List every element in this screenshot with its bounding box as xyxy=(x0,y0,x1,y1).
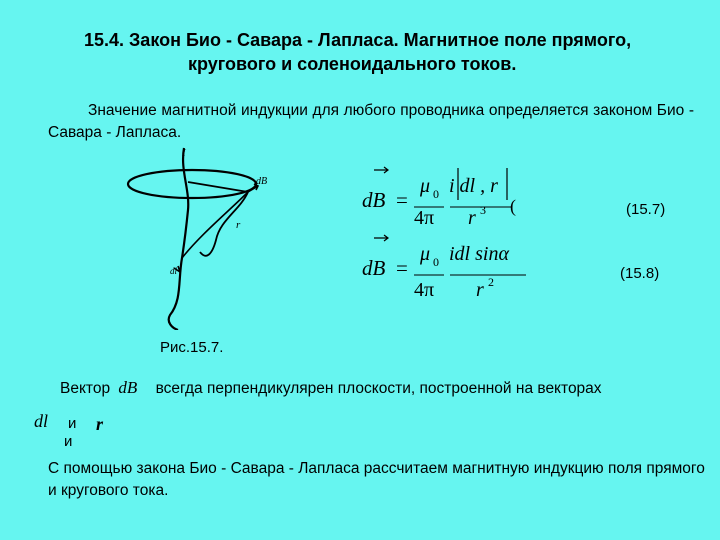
equation-number-15-8: (15.8) xyxy=(620,265,660,282)
equation-15-8 xyxy=(350,228,550,304)
equation-15-7 xyxy=(350,160,550,224)
eq1-mu: μ xyxy=(420,175,431,197)
equation-number-15-7: (15.7) xyxy=(626,201,666,218)
figure-caption: Рис.15.7. xyxy=(160,339,224,356)
eq1-r: r xyxy=(468,207,476,224)
label-current: I xyxy=(182,147,186,159)
vector-prefix: Вектор xyxy=(60,380,111,397)
conductor-wire xyxy=(169,148,189,330)
eq2-eq: = xyxy=(396,256,408,280)
vector-symbol-dB: dB xyxy=(118,378,138,397)
eq1-lhs: dB xyxy=(362,188,386,212)
eq2-power: 2 xyxy=(488,275,494,289)
eq1-mu-sub: 0 xyxy=(433,187,439,201)
eq1-trail: ( xyxy=(510,196,516,216)
eq2-denom: 4π xyxy=(414,279,435,301)
label-dB: dB xyxy=(256,176,268,187)
eq1-power: 3 xyxy=(480,203,486,217)
radius-vector xyxy=(188,182,248,192)
vector-suffix: всегда перпендикулярен плоскости, построенной на векторах xyxy=(155,380,602,397)
dB-direction-curve xyxy=(200,192,248,256)
vector-arrow-dB-2 xyxy=(374,235,388,241)
eq2-r: r xyxy=(476,279,484,301)
conjunction-and-2: и xyxy=(64,433,73,450)
field-line-ellipse xyxy=(128,170,256,198)
eq2-mu-sub: 0 xyxy=(433,255,439,269)
label-dl: dl xyxy=(170,266,178,276)
vector-note-line xyxy=(60,378,602,398)
eq2-lhs: dB xyxy=(362,256,386,280)
biot-savart-figure xyxy=(120,140,280,330)
eq2-numerator: idl sinα xyxy=(449,243,509,265)
eq1-numerator: i dl , r xyxy=(449,175,498,197)
title-line-2: кругового и соленоидального токов. xyxy=(188,54,517,74)
conclusion-paragraph: С помощью закона Био - Савара - Лапласа рассчитаем магнитную индукцию поля прямого и кругового тока. xyxy=(48,460,705,499)
title-line-1: 15.4. Закон Био - Савара - Лапласа. Магнитное поле прямого, xyxy=(84,30,632,50)
conjunction-and-1: и xyxy=(68,415,77,432)
intro-paragraph: Значение магнитной индукции для любого проводника определяется законом Био - Савара - Лапласа. xyxy=(48,102,694,141)
eq1-eq: = xyxy=(396,188,408,212)
eq2-mu: μ xyxy=(420,243,431,265)
label-r: r xyxy=(236,219,241,231)
vector-dl-symbol: dl xyxy=(34,411,49,431)
eq1-denom: 4π xyxy=(414,207,435,224)
vector-r-symbol: r xyxy=(96,414,104,434)
vector-arrow-dB xyxy=(374,167,388,173)
